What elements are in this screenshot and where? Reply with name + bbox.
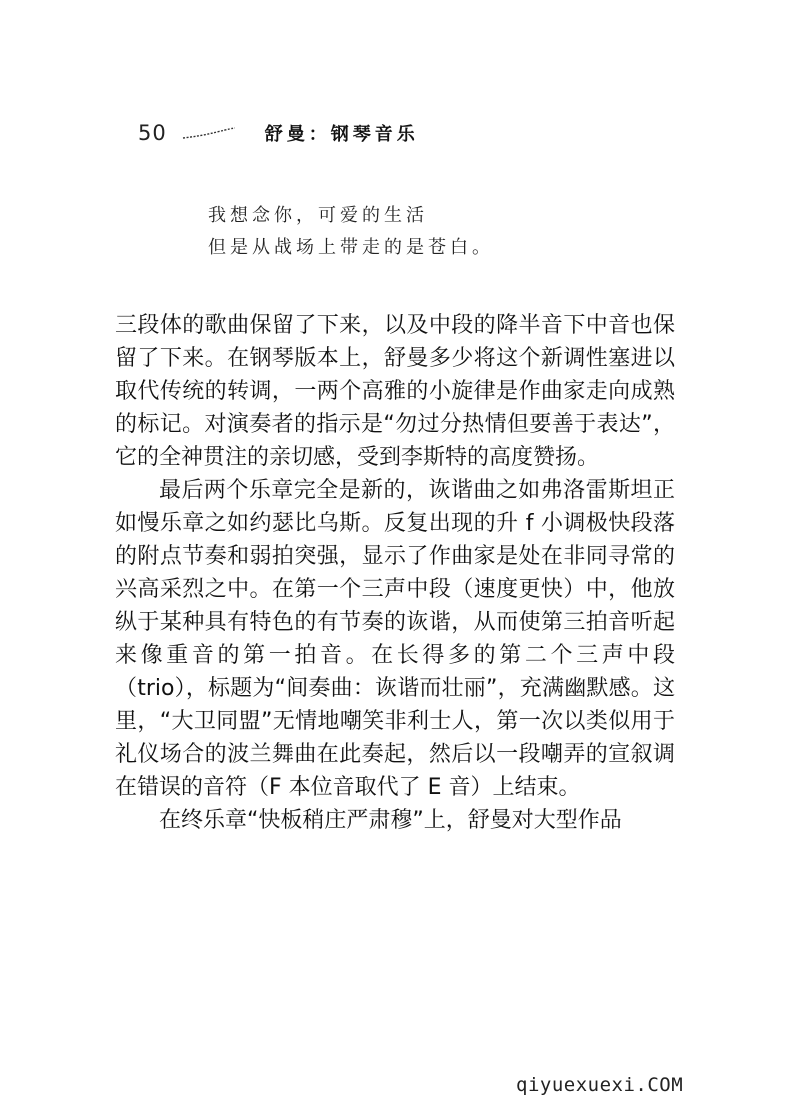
paragraph: 最后两个乐章完全是新的，诙谐曲之如弗洛雷斯坦正如慢乐章之如约瑟比乌斯。反复出现的升 f 小调极快段落的附点节奏和弱拍突强，显示了作曲家是处在非同寻常的兴高采烈之中。在第一个三声中段（速度更快）中，他放纵于某种具有特色的有节奏的诙谐，从而使第三拍音听起来像重音的第一拍音。在长得多的第二个三声中段（trio），标题为“间奏曲：诙谐而壮丽”，充满幽默感。这里，“大卫同盟”无情地嘲笑非利士人，第一次以类似用于礼仪场合的波兰舞曲在此奏起，然后以一段嘲弄的宣叙调在错误的音符（F 本位音取代了 E 音）上结束。 [115, 478, 675, 800]
page-header [138, 118, 419, 148]
paragraph: 在终乐章“快板稍庄严肃穆”上，舒曼对大型作品 [159, 808, 622, 833]
poem-line: 但是从战场上带走的是苍白。 [208, 237, 494, 258]
header-ornament [181, 126, 237, 140]
poem-quote [208, 200, 494, 264]
poem-line: 我想念你，可爱的生活 [208, 205, 428, 226]
header-title: 舒曼：钢琴音乐 [264, 124, 419, 145]
body-text [115, 309, 675, 837]
site-watermark: qiyuexuexi.COM [516, 1074, 684, 1096]
paragraph: 三段体的歌曲保留了下来，以及中段的降半音下中音也保留了下来。在钢琴版本上，舒曼多少将这个新调性塞进以取代传统的转调，一两个高雅的小旋律是作曲家走向成熟的标记。对演奏者的指示是“勿过分热情但要善于表达”，它的全神贯注的亲切感，受到李斯特的高度赞扬。 [115, 313, 675, 470]
page-number: 50 [138, 121, 167, 145]
